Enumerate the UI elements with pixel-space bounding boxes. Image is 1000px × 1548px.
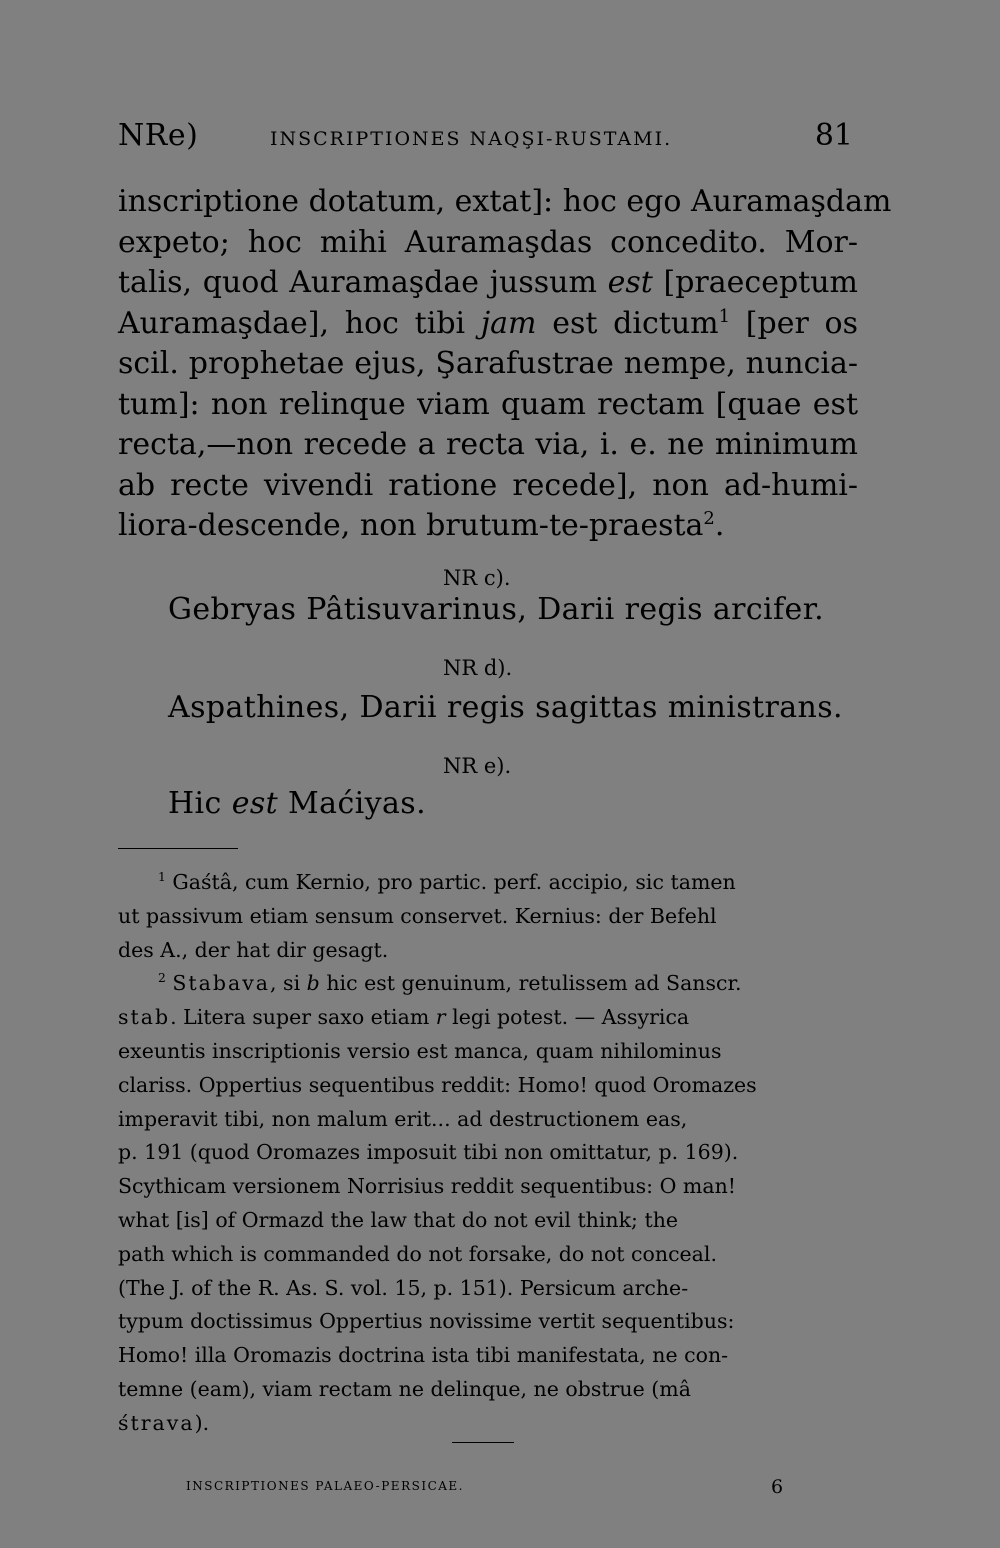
footnote-separator xyxy=(118,848,238,849)
text-line: inscriptione dotatum, extat]: hoc ego Auramaşdam xyxy=(118,184,892,219)
text-line-part: liora-descende, non brutum-te-praesta xyxy=(118,508,704,543)
footnote-2-line: Homo! illa Oromazis doctrina ista tibi manifestata, ne con- xyxy=(118,1343,729,1368)
text-line: ab recte vivendi ratione recede], non ad-humi- xyxy=(118,467,858,503)
text-line xyxy=(118,304,858,345)
footnote-marker: 1 xyxy=(158,870,166,885)
italic-word: est xyxy=(231,786,279,821)
text-line xyxy=(118,506,858,547)
footnote-text: legi potest. — Assyrica xyxy=(452,1005,690,1030)
footnote-2-line: path which is commanded do not forsake, do not conceal. xyxy=(118,1241,717,1266)
text-line xyxy=(118,263,858,304)
text-line-part: [praeceptum xyxy=(652,265,858,300)
footnote-1-line: ut passivum etiam sensum conservet. Kernius: der Befehl xyxy=(118,903,717,928)
end-rule xyxy=(452,1442,514,1443)
footnote-2-line: typum doctissimus Oppertius novissime vertit sequentibus: xyxy=(118,1309,735,1334)
footnotes xyxy=(118,866,852,1441)
footnote-text: Gaśtâ, cum Kernio, pro partic. perf. accipio, sic tamen xyxy=(172,870,736,894)
footnote-1-line xyxy=(118,866,852,900)
header-section-label: NRe) xyxy=(118,118,199,153)
text-line-part: est dictum xyxy=(536,305,719,341)
italic-word: jam xyxy=(480,305,537,341)
footnote-ref[interactable]: 1 xyxy=(718,305,731,327)
text-line-part: [per os xyxy=(745,305,858,341)
text-line: scil. prophetae ejus, Şarafustrae nempe, nuncia- xyxy=(118,346,858,381)
text-line-part: Auramaşdae], hoc tibi xyxy=(118,305,481,341)
section-text-nre xyxy=(168,786,426,821)
italic-word: est xyxy=(607,265,653,300)
footnote-2-line: Scythicam versionem Norrisius reddit sequentibus: O man! xyxy=(118,1174,737,1199)
header-title: INSCRIPTIONES NAQŞI-RUSTAMI. xyxy=(270,128,673,150)
text-line-part: . xyxy=(714,508,725,543)
section-text-part: Hic xyxy=(168,786,222,821)
main-text xyxy=(118,182,892,547)
printer-signature: INSCRIPTIONES PALAEO-PERSICAE. xyxy=(186,1479,464,1493)
footnote-2-line xyxy=(118,967,852,1001)
footnote-text: . Litera super saxo etiam xyxy=(170,1005,430,1030)
section-heading-nrd: NR d). xyxy=(443,656,513,680)
italic-letter: b xyxy=(306,971,320,996)
footnote-marker: 2 xyxy=(158,971,166,986)
sheet-number: 6 xyxy=(771,1476,784,1498)
section-text-nrc: Gebryas Pâtisuvarinus, Darii regis arcifer. xyxy=(168,592,825,627)
text-line: tum]: non relinque viam quam rectam [quae est xyxy=(118,386,858,422)
footnote-2-line xyxy=(118,1001,852,1035)
italic-letter: r xyxy=(435,1005,446,1030)
footnote-text: , si xyxy=(270,971,301,996)
text-line-part: talis, quod Auramaşdae jussum xyxy=(118,265,608,300)
footnote-ref[interactable]: 2 xyxy=(703,508,715,529)
footnote-text: hic est genuinum, retulissem ad Sanscr. xyxy=(326,971,742,996)
footnote-term: śtrava xyxy=(118,1410,195,1435)
footnote-term: stab xyxy=(118,1005,171,1030)
footnote-2-line: p. 191 (quod Oromazes imposuit tibi non omittatur, p. 169). xyxy=(118,1140,739,1165)
section-heading-nrc: NR c). xyxy=(443,566,511,590)
text-line: expeto; hoc mihi Auramaşdas concedito. Mor- xyxy=(118,224,858,260)
footnote-term: Stabava xyxy=(172,971,271,996)
footnote-2-line: exeuntis inscriptionis versio est manca, quam nihilominus xyxy=(118,1038,722,1063)
section-text-part: Maćiyas. xyxy=(288,786,427,821)
footnote-2-line: (The J. of the R. As. S. vol. 15, p. 151). Persicum arche- xyxy=(118,1275,689,1300)
footnote-2-line: imperavit tibi, non malum erit... ad destructionem eas, xyxy=(118,1106,688,1131)
footnote-2-line: clariss. Oppertius sequentibus reddit: Homo! quod Oromazes xyxy=(118,1072,757,1097)
section-heading-nre: NR e). xyxy=(443,754,512,778)
footnote-text: ). xyxy=(194,1410,210,1435)
text-line: recta,—non recede a recta via, i. e. ne minimum xyxy=(118,427,858,462)
footnote-2-line xyxy=(118,1407,852,1441)
running-header xyxy=(118,118,853,162)
footnote-1-line: des A., der hat dir gesagt. xyxy=(118,937,389,962)
section-text-nrd: Aspathines, Darii regis sagittas ministrans. xyxy=(168,690,843,725)
footnote-2-line: what [is] of Ormazd the law that do not evil think; the xyxy=(118,1207,679,1232)
footnote-2-line: temne (eam), viam rectam ne delinque, ne obstrue (mâ xyxy=(118,1376,691,1401)
page-number: 81 xyxy=(814,118,853,153)
